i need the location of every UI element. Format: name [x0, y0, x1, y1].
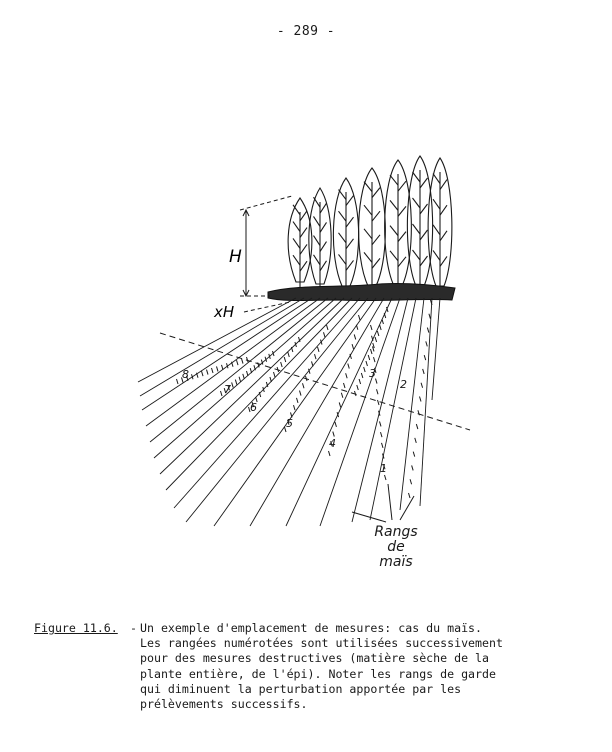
tree-branch [413, 172, 421, 182]
maize-plant [423, 369, 425, 374]
tree-branch [398, 257, 406, 267]
maize-plant [217, 366, 219, 371]
maize-plant [327, 325, 329, 330]
maize-plant [409, 493, 411, 498]
maize-plant [243, 374, 245, 379]
maize-plant [235, 380, 237, 385]
tree-hedge-illustration [288, 156, 452, 292]
field-row-line [166, 298, 352, 490]
tree-branch [413, 224, 421, 234]
caption-body [140, 621, 600, 712]
maize-plant [374, 357, 376, 362]
distance-label: xH [214, 303, 235, 321]
maize-plant [341, 393, 343, 398]
maize-plant [315, 354, 317, 359]
guard-rows-annotation [374, 524, 417, 570]
maize-plant [239, 377, 241, 382]
tree-branch [320, 222, 327, 232]
tree-branch [413, 250, 421, 260]
maize-plant [222, 365, 224, 370]
row-label-7: 7 [224, 383, 231, 396]
maize-plant [410, 479, 412, 484]
annotation-line-2: de [387, 539, 405, 555]
maize-plant [324, 332, 326, 337]
tree-branch [420, 178, 428, 188]
maize-plant [237, 360, 239, 365]
maize-plant [359, 379, 361, 384]
tree-branch [364, 229, 372, 239]
row-label-4: 4 [329, 437, 336, 450]
maize-plant [318, 347, 320, 352]
tree-branch [398, 232, 406, 242]
maize-plant [357, 385, 359, 390]
tree-branch [364, 182, 372, 192]
maize-plant [346, 373, 348, 378]
maize-plant [385, 475, 387, 480]
field-row-line [174, 298, 360, 508]
maize-plant [247, 371, 249, 376]
maize-plant [359, 315, 361, 320]
maize-plant [416, 424, 418, 429]
maize-plant [300, 391, 302, 396]
maize-plant [364, 367, 366, 372]
maize-plant [344, 383, 346, 388]
height-label: H [229, 247, 242, 267]
tree-branch [413, 198, 421, 208]
row-label-6: 6 [250, 401, 257, 414]
maize-plant [371, 325, 373, 330]
maize-plant [242, 359, 244, 364]
row-label-2: 2 [400, 378, 407, 391]
tree-branch [433, 250, 440, 260]
tree-branch [339, 190, 347, 200]
annotation-line-1: Rangs [374, 524, 418, 540]
tree-branch [339, 211, 347, 221]
maize-plant [329, 451, 331, 456]
field-row-line [420, 298, 432, 506]
tree-branch [300, 261, 307, 271]
tree-branch [293, 238, 300, 248]
maize-plant [274, 372, 276, 377]
maize-plant [284, 357, 286, 362]
maize-plant [421, 383, 423, 388]
tree-branch [320, 203, 327, 213]
tree-branch [346, 260, 354, 270]
maize-plant [356, 325, 358, 330]
tree-branch [440, 180, 447, 190]
maize-plant [378, 400, 380, 405]
tree-branch [372, 258, 380, 268]
annotation-pointers [352, 484, 414, 522]
tree-branch [398, 206, 406, 216]
maize-plant [339, 402, 341, 407]
tree-branch [420, 256, 428, 266]
tree-branch [346, 196, 354, 206]
maize-plant [303, 383, 305, 388]
caption-line: pour des mesures destructives (matière sèche de la [140, 651, 490, 666]
tree-branch [372, 188, 380, 198]
tree-branch [433, 199, 440, 209]
tree-branch [293, 222, 300, 232]
tree-branch [390, 251, 398, 261]
tree-branch [300, 211, 307, 221]
maize-plant [348, 364, 350, 369]
maize-plant [420, 397, 422, 402]
field-row-line [214, 298, 376, 526]
field-row-line [150, 298, 328, 442]
tree-branch [390, 226, 398, 236]
height-dimension [240, 196, 292, 296]
maize-plant [371, 349, 373, 354]
tree-branch [346, 239, 354, 249]
maize-plant [281, 362, 283, 367]
maize-plant [294, 405, 296, 410]
maize-plant [247, 357, 249, 362]
tree-branch [440, 231, 447, 241]
maize-plant [221, 391, 223, 396]
tree-branch [364, 252, 372, 262]
row-label-8: 8 [182, 368, 189, 381]
maize-plant [429, 314, 431, 319]
maize-plant [366, 361, 368, 366]
maize-plant [368, 355, 370, 360]
page-number: - 289 - [276, 24, 336, 39]
maize-plant [352, 344, 354, 349]
maize-plant [381, 432, 383, 437]
maize-plant [207, 370, 209, 375]
maize-plant [232, 382, 234, 387]
row-label-1: 1 [380, 462, 387, 475]
maize-plant [382, 319, 384, 324]
field-rows [138, 298, 440, 526]
tree-branch [372, 211, 380, 221]
tree-branch [390, 175, 398, 185]
maize-plant [380, 421, 382, 426]
maize-plant [202, 371, 204, 376]
row-label-3: 3 [369, 367, 376, 380]
field-row-line [250, 298, 384, 526]
maize-plant [177, 379, 179, 384]
tree-branch [320, 261, 327, 271]
row-label-5: 5 [286, 417, 293, 430]
field-row-line [400, 298, 424, 510]
hedge-base [268, 283, 455, 300]
maize-plant [288, 352, 290, 357]
maize-plant [312, 361, 314, 366]
maize-plant [297, 398, 299, 403]
caption-dash: - [130, 621, 137, 635]
maize-plant [212, 368, 214, 373]
maize-plant [377, 389, 379, 394]
maize-plant [335, 422, 337, 427]
maize-plant [270, 377, 272, 382]
caption-line: plante entière, de l'épi). Noter les rangs de garde [140, 666, 496, 681]
maize-plant [377, 331, 379, 336]
tree-branch [300, 228, 307, 238]
tree-branch [314, 197, 321, 207]
maize-plant [382, 443, 384, 448]
maize-plant [380, 325, 382, 330]
caption-line: qui diminuent la perturbation apportée par les [140, 681, 462, 696]
tree-branch [314, 216, 321, 226]
tree-branch [420, 230, 428, 240]
tree-branch [390, 200, 398, 210]
tree-branch [433, 174, 440, 184]
field-row-line [432, 298, 440, 400]
tree-branch [420, 204, 428, 214]
maize-plant [361, 373, 363, 378]
tree-branch [320, 242, 327, 252]
maize-plant [424, 355, 426, 360]
tree-branch [398, 181, 406, 191]
maize-plant [418, 410, 420, 415]
tree-branch [372, 235, 380, 245]
tree-branch [440, 205, 447, 215]
annotation-line-3: maïs [379, 554, 413, 570]
field-row-line [160, 298, 344, 474]
tree-branch [293, 255, 300, 265]
maize-plant [354, 334, 356, 339]
tree-branch [433, 225, 440, 235]
caption-line: Un exemple d'emplacement de mesures: cas du maïs. [140, 621, 483, 635]
tree-branch [300, 244, 307, 254]
tree-branch [364, 205, 372, 215]
maize-plant [426, 341, 428, 346]
tree-branch [314, 236, 321, 246]
tree-branch [339, 233, 347, 243]
tree-branch [440, 256, 447, 266]
maize-plant [413, 452, 415, 457]
caption-line: Les rangées numérotées sont utilisées successivement [140, 636, 503, 651]
caption-line: prélèvements successifs. [140, 697, 308, 712]
tree-branch [346, 217, 354, 227]
maize-plant [427, 328, 429, 333]
tree-branch [339, 254, 347, 264]
figure-label: Figure 11.6. [34, 621, 118, 635]
maize-plant [333, 432, 335, 437]
field-row-line [186, 298, 368, 522]
maize-plant [412, 465, 414, 470]
tree-branch [314, 255, 321, 265]
maize-plant [375, 337, 377, 342]
maize-plant [415, 438, 417, 443]
